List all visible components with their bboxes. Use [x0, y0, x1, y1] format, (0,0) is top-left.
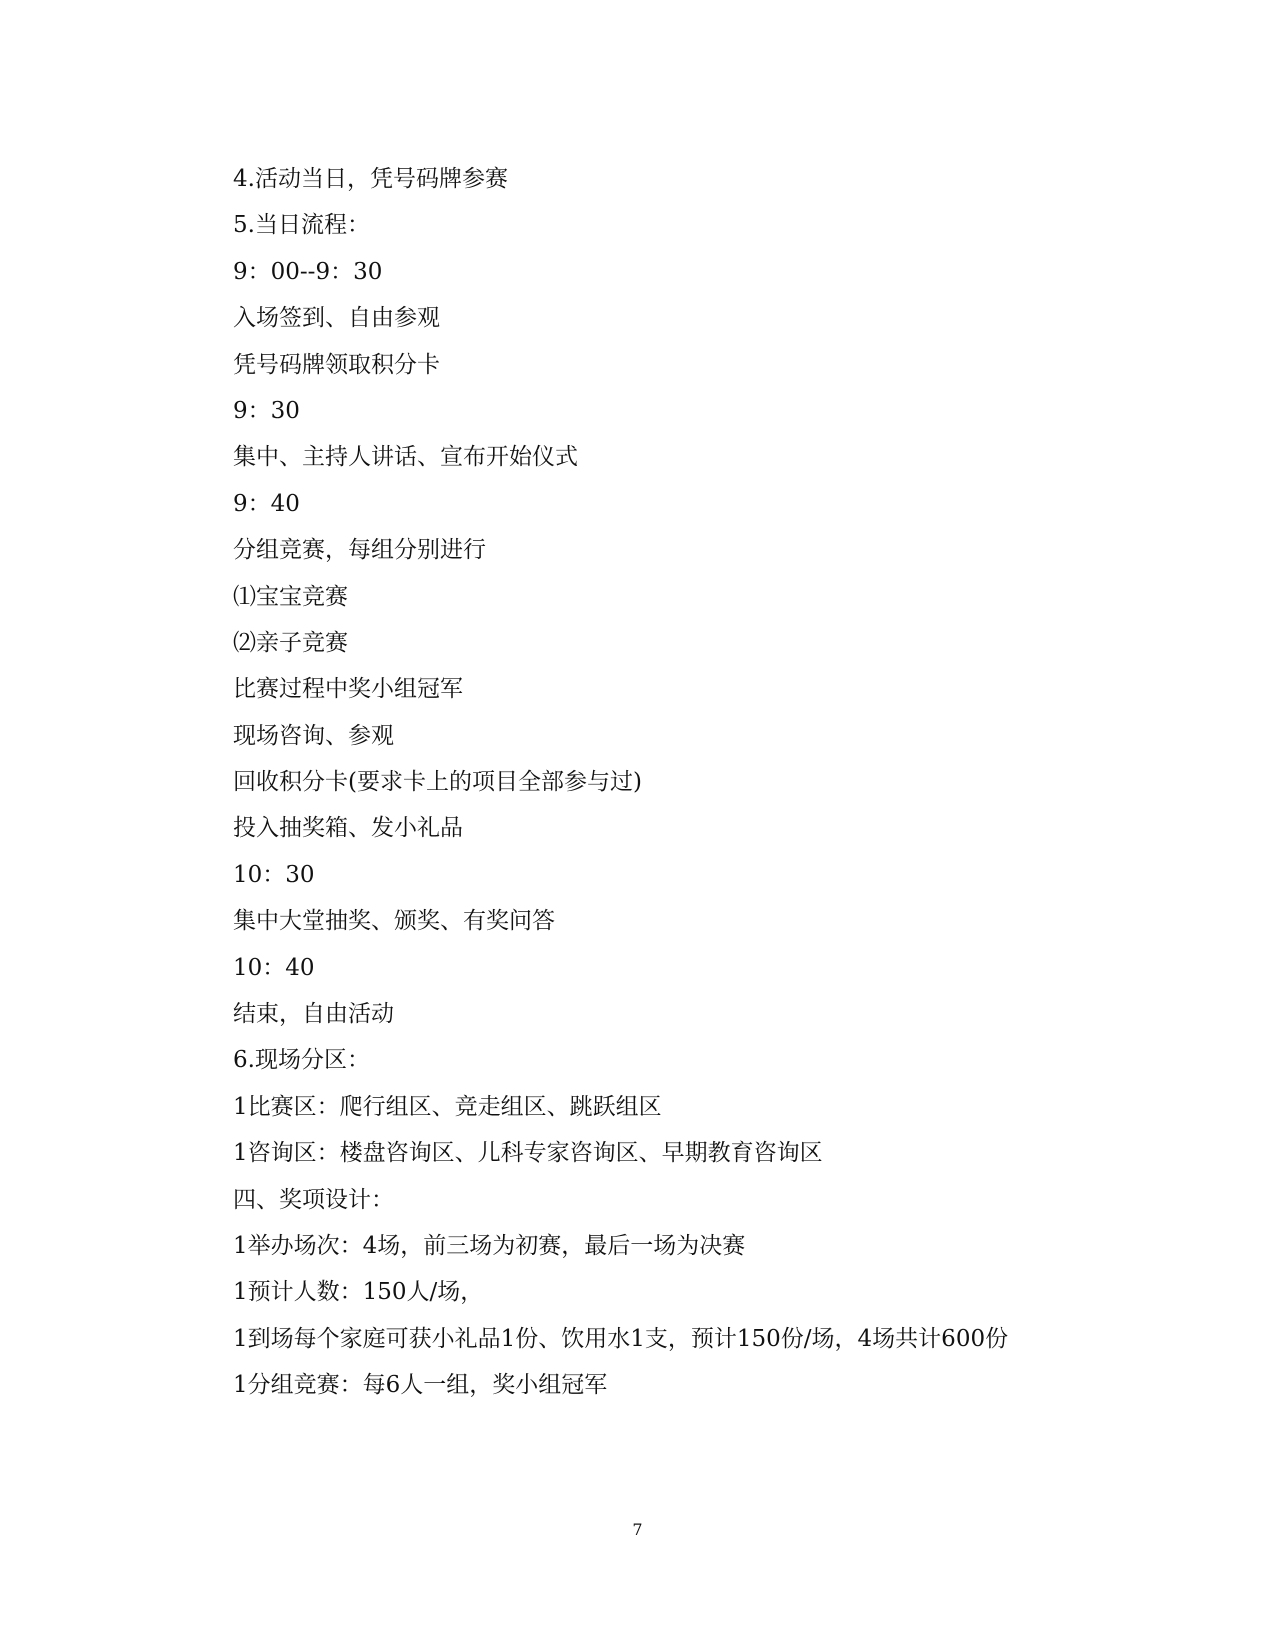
text-line: 1咨询区：楼盘咨询区、儿科专家咨询区、早期教育咨询区	[233, 1140, 823, 1167]
text-line: 四、奖项设计：	[233, 1186, 394, 1213]
text-line: ⑵亲子竞赛	[233, 629, 348, 656]
text-line: 结束，自由活动	[233, 1001, 394, 1028]
text-line: 凭号码牌领取积分卡	[233, 351, 440, 378]
text-line: 5.当日流程：	[233, 212, 370, 239]
text-line: 9：40	[233, 490, 300, 517]
text-line: 6.现场分区：	[233, 1047, 370, 1074]
text-line: ⑴宝宝竞赛	[233, 583, 348, 610]
text-line: 回收积分卡(要求卡上的项目全部参与过)	[233, 769, 642, 796]
text-line: 10：30	[233, 861, 315, 888]
text-line: 分组竞赛，每组分别进行	[233, 537, 486, 564]
text-line: 1分组竞赛：每6人一组，奖小组冠军	[233, 1372, 608, 1399]
document-body	[233, 156, 1213, 1409]
text-line: 1举办场次：4场，前三场为初赛，最后一场为决赛	[233, 1232, 746, 1259]
text-line: 比赛过程中奖小组冠军	[233, 676, 463, 703]
text-line: 9：30	[233, 397, 300, 424]
text-line: 4.活动当日，凭号码牌参赛	[233, 166, 508, 192]
text-line: 1到场每个家庭可获小礼品1份、饮用水1支，预计150份/场，4场共计600份	[233, 1325, 1009, 1352]
page-number: 7	[632, 1520, 643, 1539]
text-line: 入场签到、自由参观	[233, 305, 440, 332]
text-line: 10：40	[233, 954, 315, 981]
text-line: 投入抽奖箱、发小礼品	[233, 815, 463, 842]
text-line: 1比赛区：爬行组区、竞走组区、跳跃组区	[233, 1093, 662, 1120]
text-line: 1预计人数：150人/场，	[233, 1279, 484, 1306]
text-line: 集中、主持人讲话、宣布开始仪式	[233, 444, 578, 471]
text-line: 9：00--9：30	[233, 258, 383, 285]
text-line: 集中大堂抽奖、颁奖、有奖问答	[233, 908, 555, 935]
text-line: 现场咨询、参观	[233, 722, 394, 749]
